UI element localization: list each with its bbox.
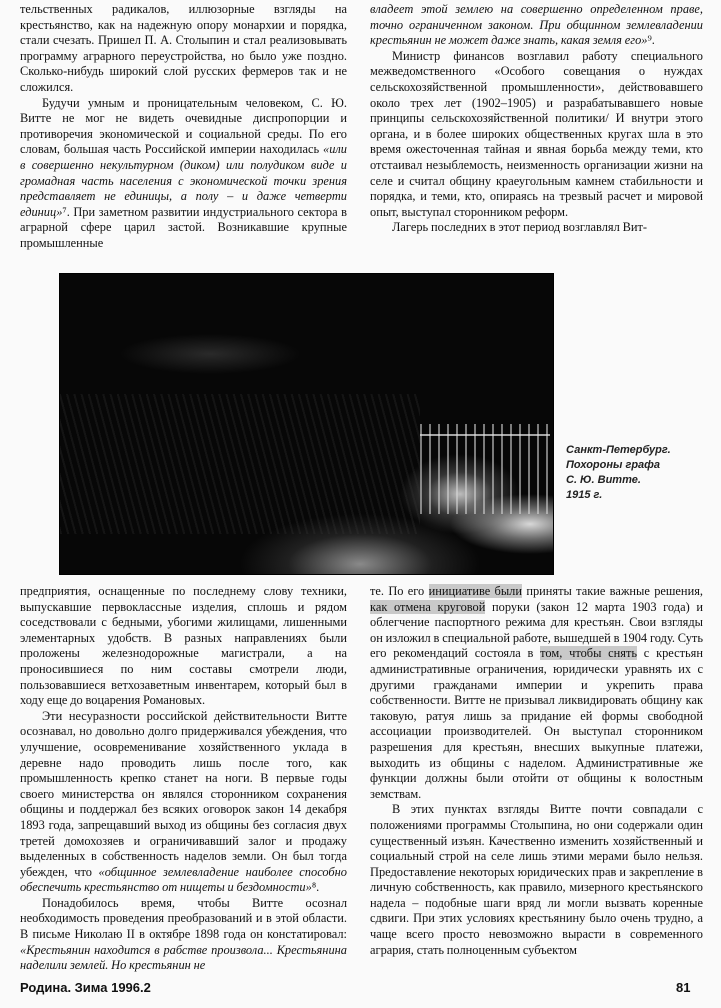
caption-line: Похороны графа [566, 459, 661, 471]
magazine-footer: Родина. Зима 1996.2 [20, 980, 151, 995]
highlighted-text: как отмена круговой [370, 599, 486, 614]
text-run: ⁷. При заметном развитии индустриального сектора в аграрной сфере царил застой. Возникавшие крупные промышленные [20, 204, 347, 250]
funeral-photo [59, 273, 554, 575]
text-run: Будучи умным и проницательным человеком, С. Ю. Витте не мог не видеть очевидные диспропорции и противоречия экономической и социальной среды. По его словам, большая часть Российской империи находилась [20, 95, 347, 157]
highlighted-text: том, чтобы снять [540, 646, 638, 661]
text-run: приняты такие важные решения, [522, 584, 703, 598]
paragraph: Лагерь последних в этот период возглавлял Вит- [392, 220, 648, 235]
paragraph [370, 2, 703, 49]
paragraph: Министр финансов возглавил работу специального межведомственного «Особого совещания о нуждах сельскохозяйственной промышленности», действовавшего около трех лет (1902–1905) и разрабатывавшего новые принципы сельскохозяйственной политики/ И внутри этого органа, и в более широких общественных кругах шла в это время ожесточенная тайная и явная борьба между теми, кто отстаивал незыблемость, неизменность организации жизни на селе и считал общину краеугольным камнем стабильности и порядка, и теми, кто, опираясь на трезвый расчет и мировой опыт, выступал сторонником реформ. [370, 48, 703, 219]
highlighted-text: инициативе были [428, 584, 522, 598]
text-run: те. По его [370, 584, 429, 598]
quote: «Крестьянин находится в рабстве произвола... Крестьянина наделили землей. Но крестьянин не [20, 942, 347, 973]
text-run: с крестьян административные ограничения, юридически уравнять их с другими гражданами империи и укрепить права собственности. Витте не призывал ликвидировать общину как таковую, ратуя лишь за придание ей формы свободной ассоциации производителей. Он выступал сторонником разрешения для крестьян, внесших выкупные платежи, выходить из общины с наделом. Административные же функции должны были отойти от общины к волостным земствам. [370, 646, 703, 801]
caption-line: 1915 г. [566, 489, 603, 501]
quote: «или в совершенно некультурном (диком) или полудиком виде и громадная часть населения с экономической точки зрения представляет не единицы, а полу – и даже четверти единиц» [20, 142, 347, 219]
quote: владеет этой землею на совершенно определенном праве, точно ограниченном законом. При общинном землевладении крестьянин не может даже знать, какая земля его» [370, 2, 703, 48]
paragraph [20, 896, 347, 974]
photo-fence-rail [420, 434, 550, 436]
page-number: 81 [676, 980, 691, 995]
paragraph: тельственных радикалов, иллюзорные взгляды на крестьянство, как на надежную опору монархии и порядка, стали счезать. Пришел П. А. Столыпин и стал реализовывать программу аграрного переустройства, но было уже поздно. Сколько-нибудь широкий слой русских фермеров так и не сложился. [20, 2, 347, 94]
footnote-ref: ⁹. [647, 33, 655, 48]
photo-fence [420, 424, 550, 514]
photo-caption [566, 443, 706, 503]
paragraph: В этих пунктах взгляды Витте почти совпадали с положениями программы Столыпина, но они содержали один существенный изъян. Качественно изменить хозяйственный и социальный строй на селе лишь этими мерами было нельзя. Предоставление некоторых юридических прав и закрепление в личную собственность, как правило, мизерного крестьянского надела – подобные шаги вряд ли могли вызвать коренные сдвиги. При этих условиях крестьянину было очень трудно, а чаще всего просто невозможно вырасти в современного агрария, стать полноценным субъектом [370, 802, 703, 957]
top-left-column [20, 2, 347, 252]
paragraph [20, 709, 347, 896]
top-right-column [370, 2, 703, 236]
text-run: Эти несуразности российской действительности Витте осознавал, но довольно долго придерживался убеждения, что улучшение, осовременивание хозяйственного уклада в деревне надо проводить лишь после того, как промышленность крепко станет на ноги. В первые годы своего министерства он являлся сторонником сохранения общины и поддержал без всяких оговорок закон 14 декабря 1893 года, запрещавший выход из общины без согласия двух третей домохозяев и ограничивавший залог и продажу выделенных в собственность наделов земли. Он был тогда убежден, что [20, 708, 347, 879]
quote: «общинное землевладение наиболее способно обеспечить крестьянство от нищеты и бездомности» [20, 864, 347, 895]
paragraph [370, 584, 703, 802]
bottom-left-column [20, 584, 347, 974]
paragraph [20, 96, 347, 252]
photo-crowd-texture [60, 394, 420, 534]
bottom-right-column [370, 584, 703, 958]
footnote-ref: ⁸. [311, 880, 320, 895]
caption-line: С. Ю. Витте. [566, 474, 641, 486]
text-run: поруки (закон 12 марта 1903 года) и облегчение паспортного режима для крестьян. Свои взгляды он изложил в специальной работе, вышедшей в 1904 году. Суть его рекомендаций состояла в [370, 599, 703, 661]
text-run: Понадобилось время, чтобы Витте осознал необходимость проведения преобразований и в этой области. В письме Николаю II в октябре 1898 года он констатировал: [20, 895, 347, 942]
caption-line: Санкт-Петербург. [566, 444, 671, 456]
paragraph: предприятия, оснащенные по последнему слову техники, выпускавшие первоклассные изделия, сплошь и рядом соседствовали с бедными, убогими жилищами, лишенными элементарных удобств. В разных направлениях были проложены железнодорожные магистрали, а на проносившиеся по ним составы смотрели люди, пользовавшиеся ветхозаветным инвентарем, который был в ходу еще до воцарения Романовых. [20, 584, 347, 708]
